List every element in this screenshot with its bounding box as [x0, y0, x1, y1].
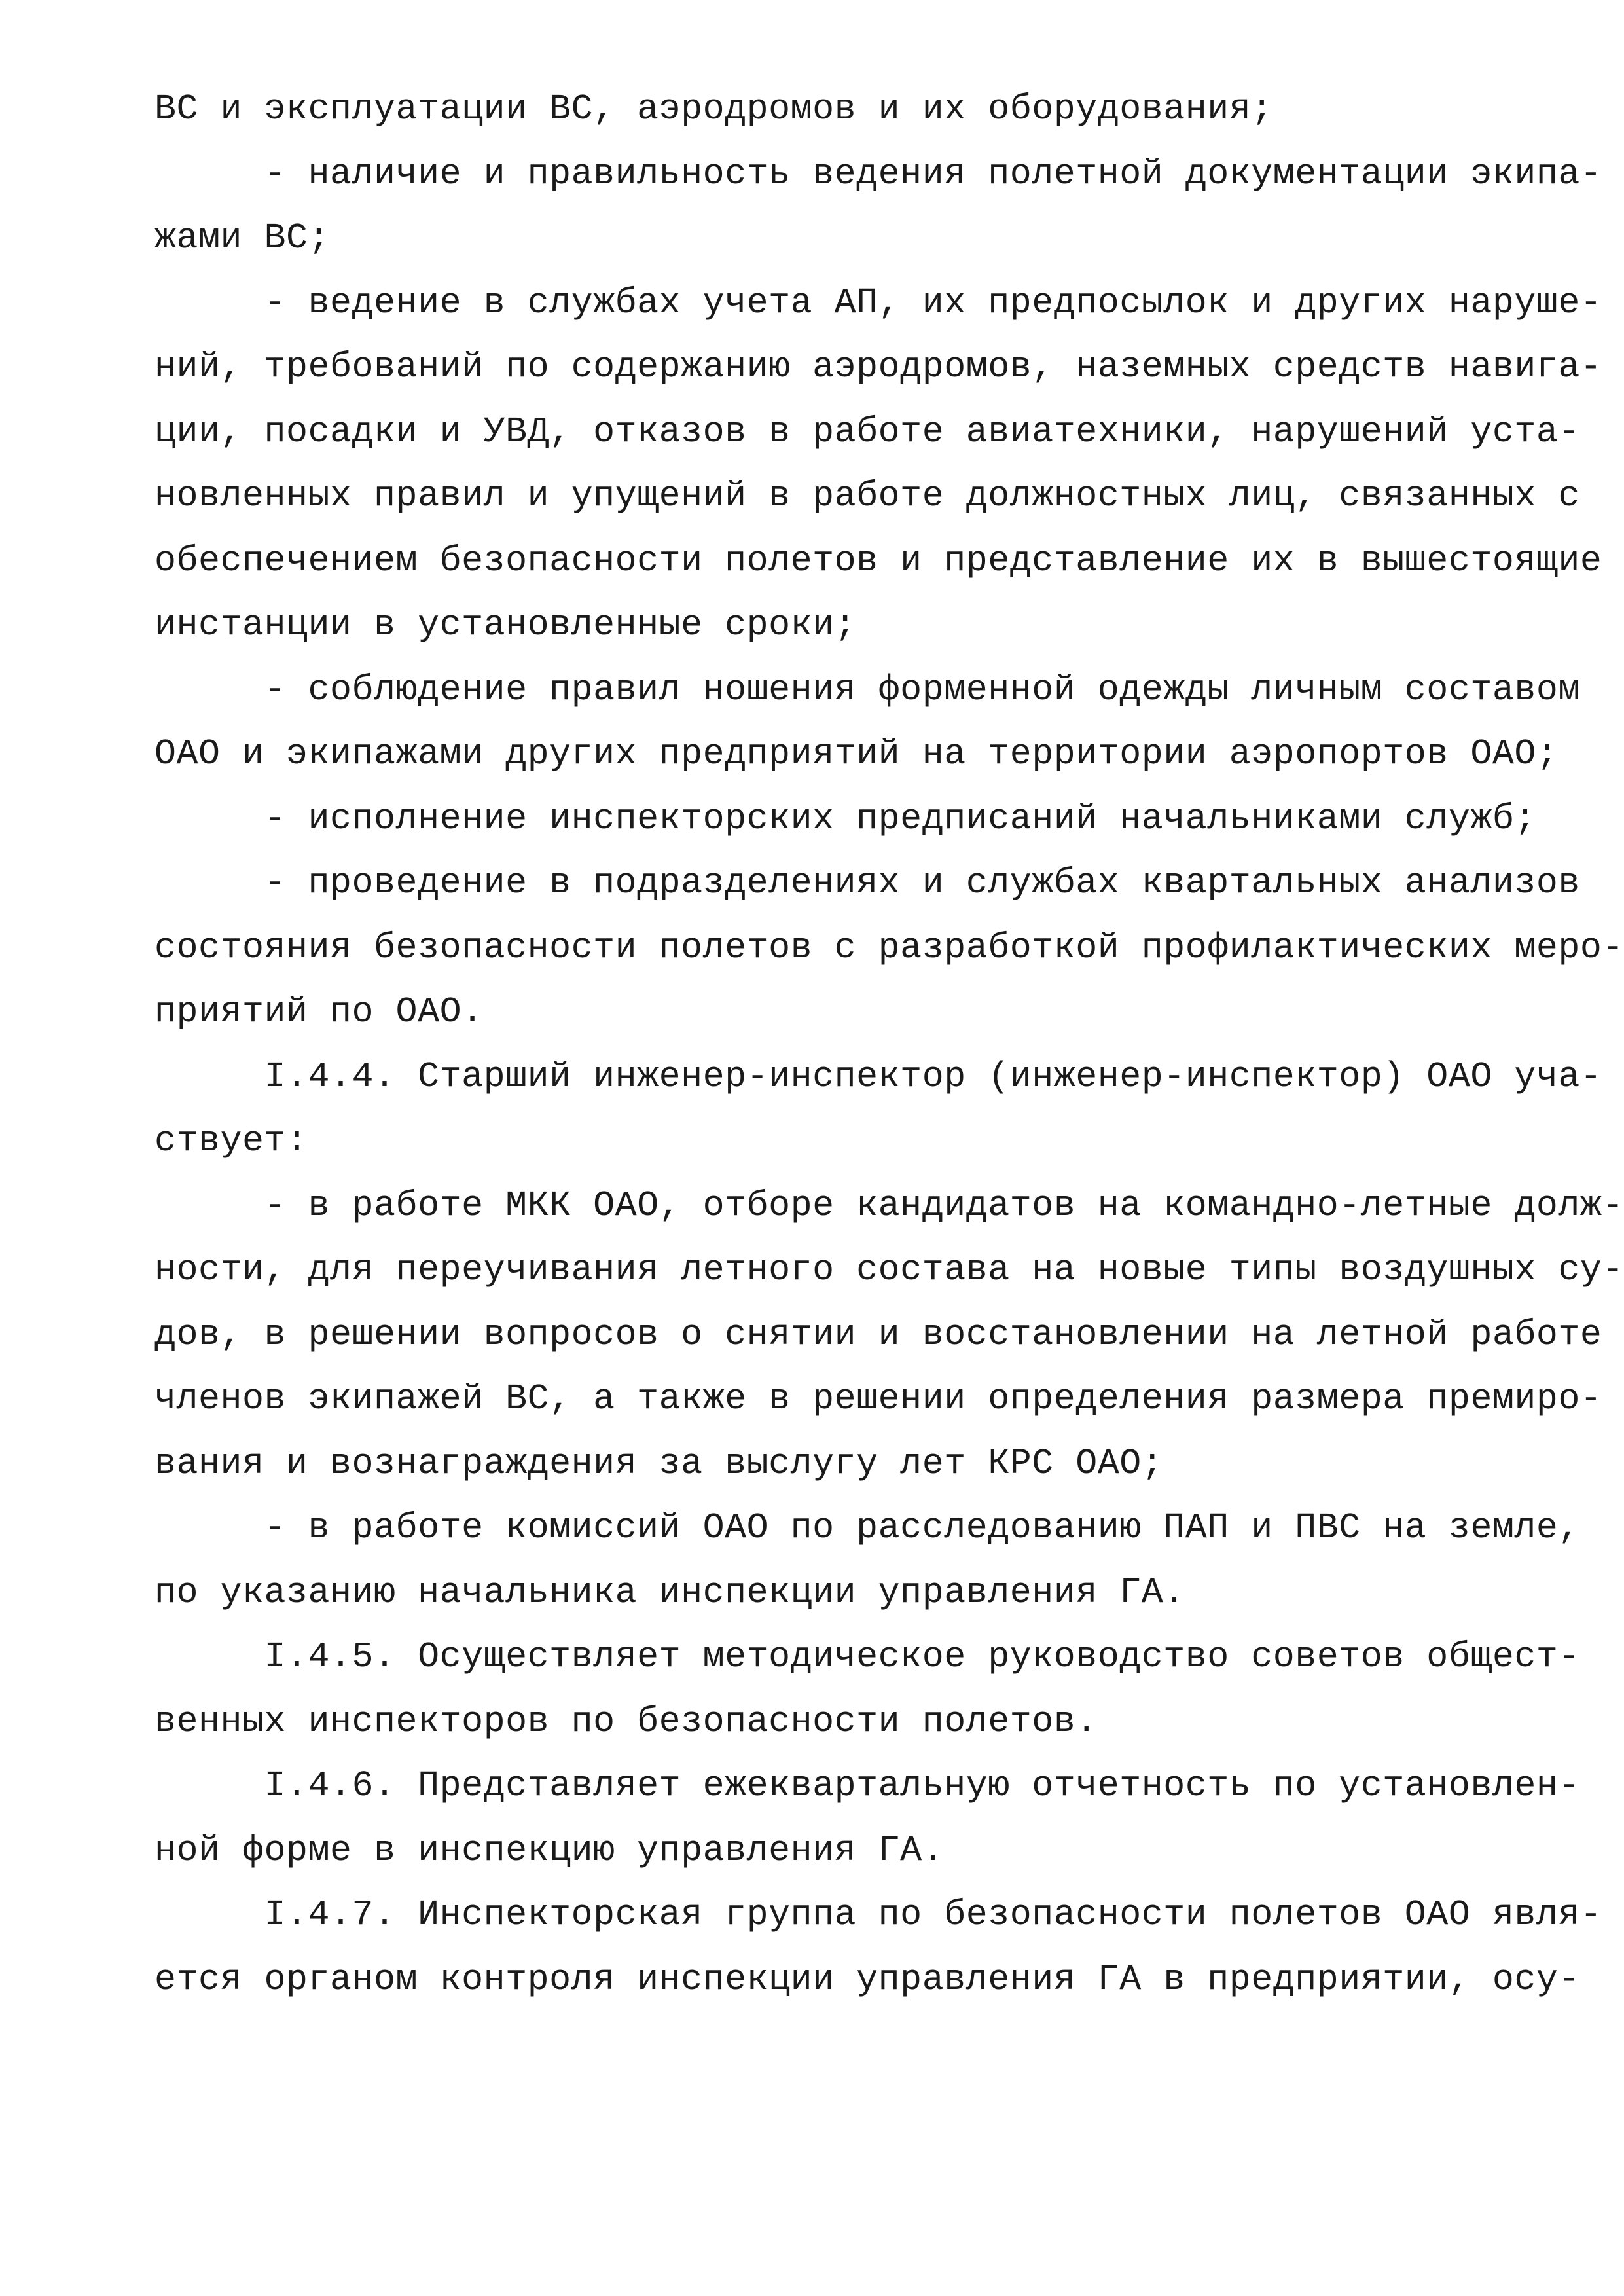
text-line-6: ции, посадки и УВД, отказов в работе авиатехники, нарушений уста- [154, 410, 1580, 452]
text-line-18: - в работе МКК ОАО, отборе кандидатов на командно-летные долж- [154, 1184, 1624, 1226]
text-line-30: ется органом контроля инспекции управления ГА в предприятии, осу- [154, 1958, 1580, 2000]
text-line-27: I.4.6. Представляет ежеквартальную отчетность по установлен- [154, 1765, 1580, 1806]
text-line-16: I.4.4. Старший инженер-инспектор (инженер-инспектор) ОАО уча- [154, 1055, 1602, 1097]
text-line-17: ствует: [154, 1120, 308, 1161]
text-line-20: дов, в решении вопросов о снятии и восстановлении на летной работе [154, 1313, 1602, 1355]
text-line-2: - наличие и правильность ведения полетной документации экипа- [154, 153, 1602, 194]
text-line-3: жами ВС; [154, 217, 331, 259]
text-line-26: венных инспекторов по безопасности полетов. [154, 1700, 1098, 1742]
text-line-11: ОАО и экипажами других предприятий на территории аэропортов ОАО; [154, 733, 1559, 774]
text-line-8: обеспечением безопасности полетов и представление их в вышестоящие [154, 539, 1602, 581]
text-line-23: - в работе комиссий ОАО по расследованию ПАП и ПВС на земле, [154, 1507, 1580, 1548]
text-line-15: приятий по ОАО. [154, 991, 484, 1032]
text-line-7: новленных правил и упущений в работе должностных лиц, связанных с [154, 475, 1580, 517]
text-line-28: ной форме в инспекцию управления ГА. [154, 1829, 945, 1871]
text-line-29: I.4.7. Инспекторская группа по безопасности полетов ОАО явля- [154, 1894, 1602, 1935]
text-line-25: I.4.5. Осуществляет методическое руководство советов общест- [154, 1636, 1580, 1677]
text-line-1: ВС и эксплуатации ВС, аэродромов и их оборудования; [154, 88, 1273, 130]
text-line-21: членов экипажей ВС, а также в решении определения размера премиро- [154, 1378, 1602, 1419]
text-line-5: ний, требований по содержанию аэродромов, наземных средств навига- [154, 346, 1602, 388]
text-line-24: по указанию начальника инспекции управления ГА. [154, 1571, 1185, 1613]
text-line-10: - соблюдение правил ношения форменной одежды личным составом [154, 668, 1580, 710]
text-line-12: - исполнение инспекторских предписаний начальниками служб; [154, 797, 1536, 839]
text-line-19: ности, для переучивания летного состава на новые типы воздушных су- [154, 1249, 1624, 1290]
text-line-9: инстанции в установленные сроки; [154, 604, 857, 646]
text-line-4: - ведение в службах учета АП, их предпосылок и других наруше- [154, 282, 1602, 323]
text-line-22: вания и вознаграждения за выслугу лет КРС ОАО; [154, 1442, 1164, 1484]
text-line-13: - проведение в подразделениях и службах квартальных анализов [154, 862, 1580, 903]
document-body [154, 77, 1624, 2012]
text-line-14: состояния безопасности полетов с разработкой профилактических меро- [154, 926, 1624, 968]
